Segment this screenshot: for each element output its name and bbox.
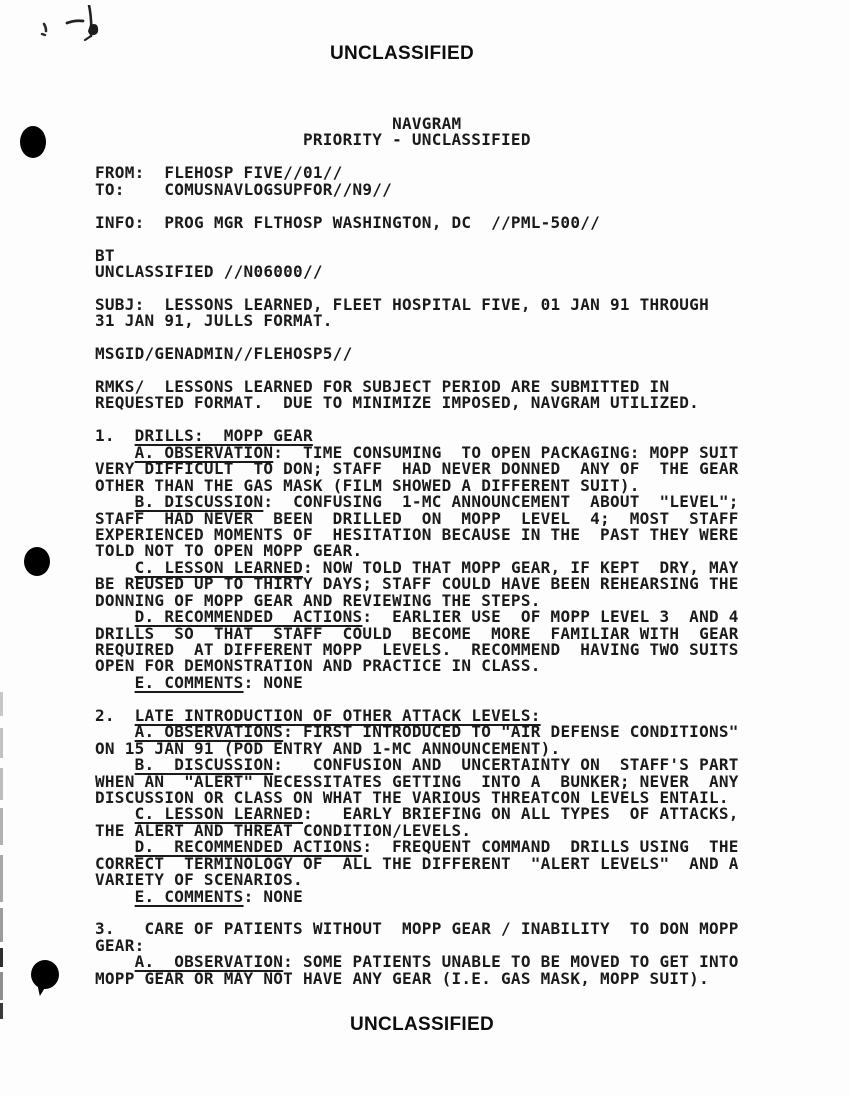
- message-text: VARIETY OF SCENARIOS.: [95, 870, 303, 890]
- message-text: PRIORITY - UNCLASSIFIED: [95, 130, 531, 150]
- message-text: TOLD NOT TO OPEN MOPP GEAR.: [95, 541, 363, 561]
- underlined-heading-text: E. COMMENTS: [134, 886, 244, 906]
- scan-edge-artifact: [0, 692, 3, 716]
- underlined-heading-text: C. LESSON LEARNED: [134, 557, 303, 577]
- message-text: DISCUSSION OR CLASS ON WHAT THE VARIOUS THREATCON LEVELS ENTAIL.: [95, 787, 729, 807]
- scan-edge-artifact: [0, 948, 3, 967]
- hole-punch-mark: [24, 547, 50, 576]
- message-text: STAFF HAD NEVER BEEN DRILLED ON MOPP LEVEL 4; MOST STAFF: [95, 508, 739, 528]
- message-text: : CONFUSING 1-MC ANNOUNCEMENT ABOUT "LEVEL";: [263, 492, 739, 512]
- message-text: 31 JAN 91, JULLS FORMAT.: [95, 311, 333, 331]
- message-line: [95, 886, 739, 906]
- navgram-message-body: [95, 116, 739, 987]
- message-text: CORRECT TERMINOLOGY OF ALL THE DIFFERENT "ALERT LEVELS" AND A: [95, 853, 739, 873]
- classification-footer: UNCLASSIFIED: [350, 1014, 494, 1035]
- message-text: OTHER THAN THE GAS MASK (FILM SHOWED A DIFFERENT SUIT).: [95, 475, 640, 495]
- message-text: EXPERIENCED MOMENTS OF HESITATION BECAUSE IN THE PAST THEY WERE: [95, 524, 739, 544]
- message-text: : CONFUSION AND UNCERTAINTY ON STAFF'S PART: [273, 755, 739, 775]
- message-text: [95, 673, 135, 692]
- message-text: NAVGRAM: [95, 114, 462, 133]
- hole-punch-mark: [31, 960, 59, 989]
- message-text: VERY DIFFICULT TO DON; STAFF HAD NEVER DONNED ANY OF THE GEAR: [95, 459, 739, 479]
- message-line: [95, 921, 739, 937]
- message-text: : SOME PATIENTS UNABLE TO BE MOVED TO GET INTO: [283, 952, 739, 972]
- message-text: DRILLS SO THAT STAFF COULD BECOME MORE FAMILIAR WITH GEAR: [95, 623, 739, 643]
- message-line: [95, 231, 739, 247]
- message-text: [95, 887, 135, 906]
- message-text: UNCLASSIFIED //N06000//: [95, 261, 323, 281]
- message-text: ON 15 JAN 91 (POD ENTRY AND 1-MC ANNOUNCEMENT).: [95, 738, 561, 758]
- message-text: MSGID/GENADMIN//FLEHOSP5//: [95, 344, 353, 364]
- message-text: : NONE: [243, 672, 303, 692]
- message-text: : NOW TOLD THAT MOPP GEAR, IF KEPT DRY, MAY: [302, 557, 739, 577]
- message-text: BT: [95, 245, 115, 265]
- underlined-heading-text: E. COMMENTS: [134, 672, 244, 692]
- message-text: : NONE: [243, 886, 303, 906]
- message-text: 3. CARE OF PATIENTS WITHOUT MOPP GEAR / INABILITY TO DON MOPP: [95, 919, 739, 939]
- message-line: [95, 395, 739, 411]
- message-line: [95, 672, 739, 692]
- message-text: OPEN FOR DEMONSTRATION AND PRACTICE IN CLASS.: [95, 656, 541, 676]
- scan-edge-artifact: [0, 808, 3, 845]
- underlined-heading-text: C. LESSON LEARNED: [134, 804, 303, 824]
- scan-edge-artifact: [0, 908, 3, 942]
- message-text: INFO: PROG MGR FLTHOSP WASHINGTON, DC //PML-500//: [95, 212, 601, 232]
- hole-punch-tail-mark: [35, 984, 46, 997]
- scan-edge-artifact: [0, 1003, 3, 1019]
- message-text: : FIRST INTRODUCED TO "AIR DEFENSE CONDITIONS": [283, 722, 739, 742]
- message-text: WHEN AN "ALERT" NECESSITATES GETTING INTO A BUNKER; NEVER ANY: [95, 771, 739, 791]
- message-text: BE REUSED UP TO THIRTY DAYS; STAFF COULD HAVE BEEN REHEARSING THE: [95, 574, 739, 594]
- underlined-heading-text: LATE INTRODUCTION OF OTHER ATTACK LEVELS:: [134, 705, 541, 725]
- underlined-heading-text: D. RECOMMENDED ACTIONS: [134, 837, 363, 857]
- message-text: : TIME CONSUMING TO OPEN PACKAGING: MOPP SUIT: [273, 442, 739, 462]
- message-text: RMKS/ LESSONS LEARNED FOR SUBJECT PERIOD ARE SUBMITTED IN: [95, 377, 670, 396]
- message-line: [95, 261, 739, 281]
- underlined-heading-text: DRILLS: MOPP GEAR: [134, 426, 313, 446]
- message-line: [95, 179, 739, 199]
- message-text: REQUESTED FORMAT. DUE TO MINIMIZE IMPOSED, NAVGRAM UTILIZED.: [95, 393, 700, 413]
- message-text: : EARLIER USE OF MOPP LEVEL 3 AND 4: [362, 607, 739, 627]
- message-text: TO: COMUSNAVLOGSUPFOR//N9//: [95, 179, 393, 199]
- underlined-heading-text: A. OBSERVATION: [134, 952, 284, 972]
- message-text: DONNING OF MOPP GEAR AND REVIEWING THE STEPS.: [95, 590, 541, 610]
- message-line: [95, 132, 739, 148]
- message-text: FROM: FLEHOSP FIVE//01//: [95, 163, 343, 183]
- message-text: REQUIRED AT DIFFERENT MOPP LEVELS. RECOMMEND HAVING TWO SUITS: [95, 640, 739, 659]
- message-text: 2.: [95, 705, 135, 725]
- underlined-heading-text: D. RECOMMENDED ACTIONS: [134, 607, 363, 627]
- message-line: [95, 313, 739, 329]
- scan-edge-artifact: [0, 855, 3, 902]
- message-text: THE ALERT AND THREAT CONDITION/LEVELS.: [95, 820, 472, 840]
- scan-edge-artifact: [0, 768, 3, 800]
- underlined-heading-text: A. OBSERVATION: [134, 442, 274, 462]
- scan-edge-artifact: [0, 972, 3, 1000]
- message-line: [95, 346, 739, 362]
- hole-punch-mark: [20, 126, 46, 158]
- message-line: [95, 968, 739, 988]
- message-text: SUBJ: LESSONS LEARNED, FLEET HOSPITAL FIVE, 01 JAN 91 THROUGH: [95, 294, 709, 314]
- message-text: 1.: [95, 426, 135, 446]
- message-line: [95, 212, 739, 232]
- pencil-annotation-mark: [8, 5, 118, 50]
- underlined-heading-text: B. DISCUSSION: [134, 755, 274, 775]
- message-text: : EARLY BRIEFING ON ALL TYPES OF ATTACKS,: [302, 804, 739, 824]
- underlined-heading-text: A. OBSERVATIONS: [134, 722, 284, 742]
- scan-edge-artifact: [0, 728, 3, 758]
- message-text: GEAR:: [95, 935, 145, 955]
- message-text: : FREQUENT COMMAND DRILLS USING THE: [362, 837, 739, 857]
- message-text: MOPP GEAR OR MAY NOT HAVE ANY GEAR (I.E. GAS MASK, MOPP SUIT).: [95, 968, 709, 988]
- classification-header: UNCLASSIFIED: [330, 43, 474, 64]
- underlined-heading-text: B. DISCUSSION: [134, 492, 264, 512]
